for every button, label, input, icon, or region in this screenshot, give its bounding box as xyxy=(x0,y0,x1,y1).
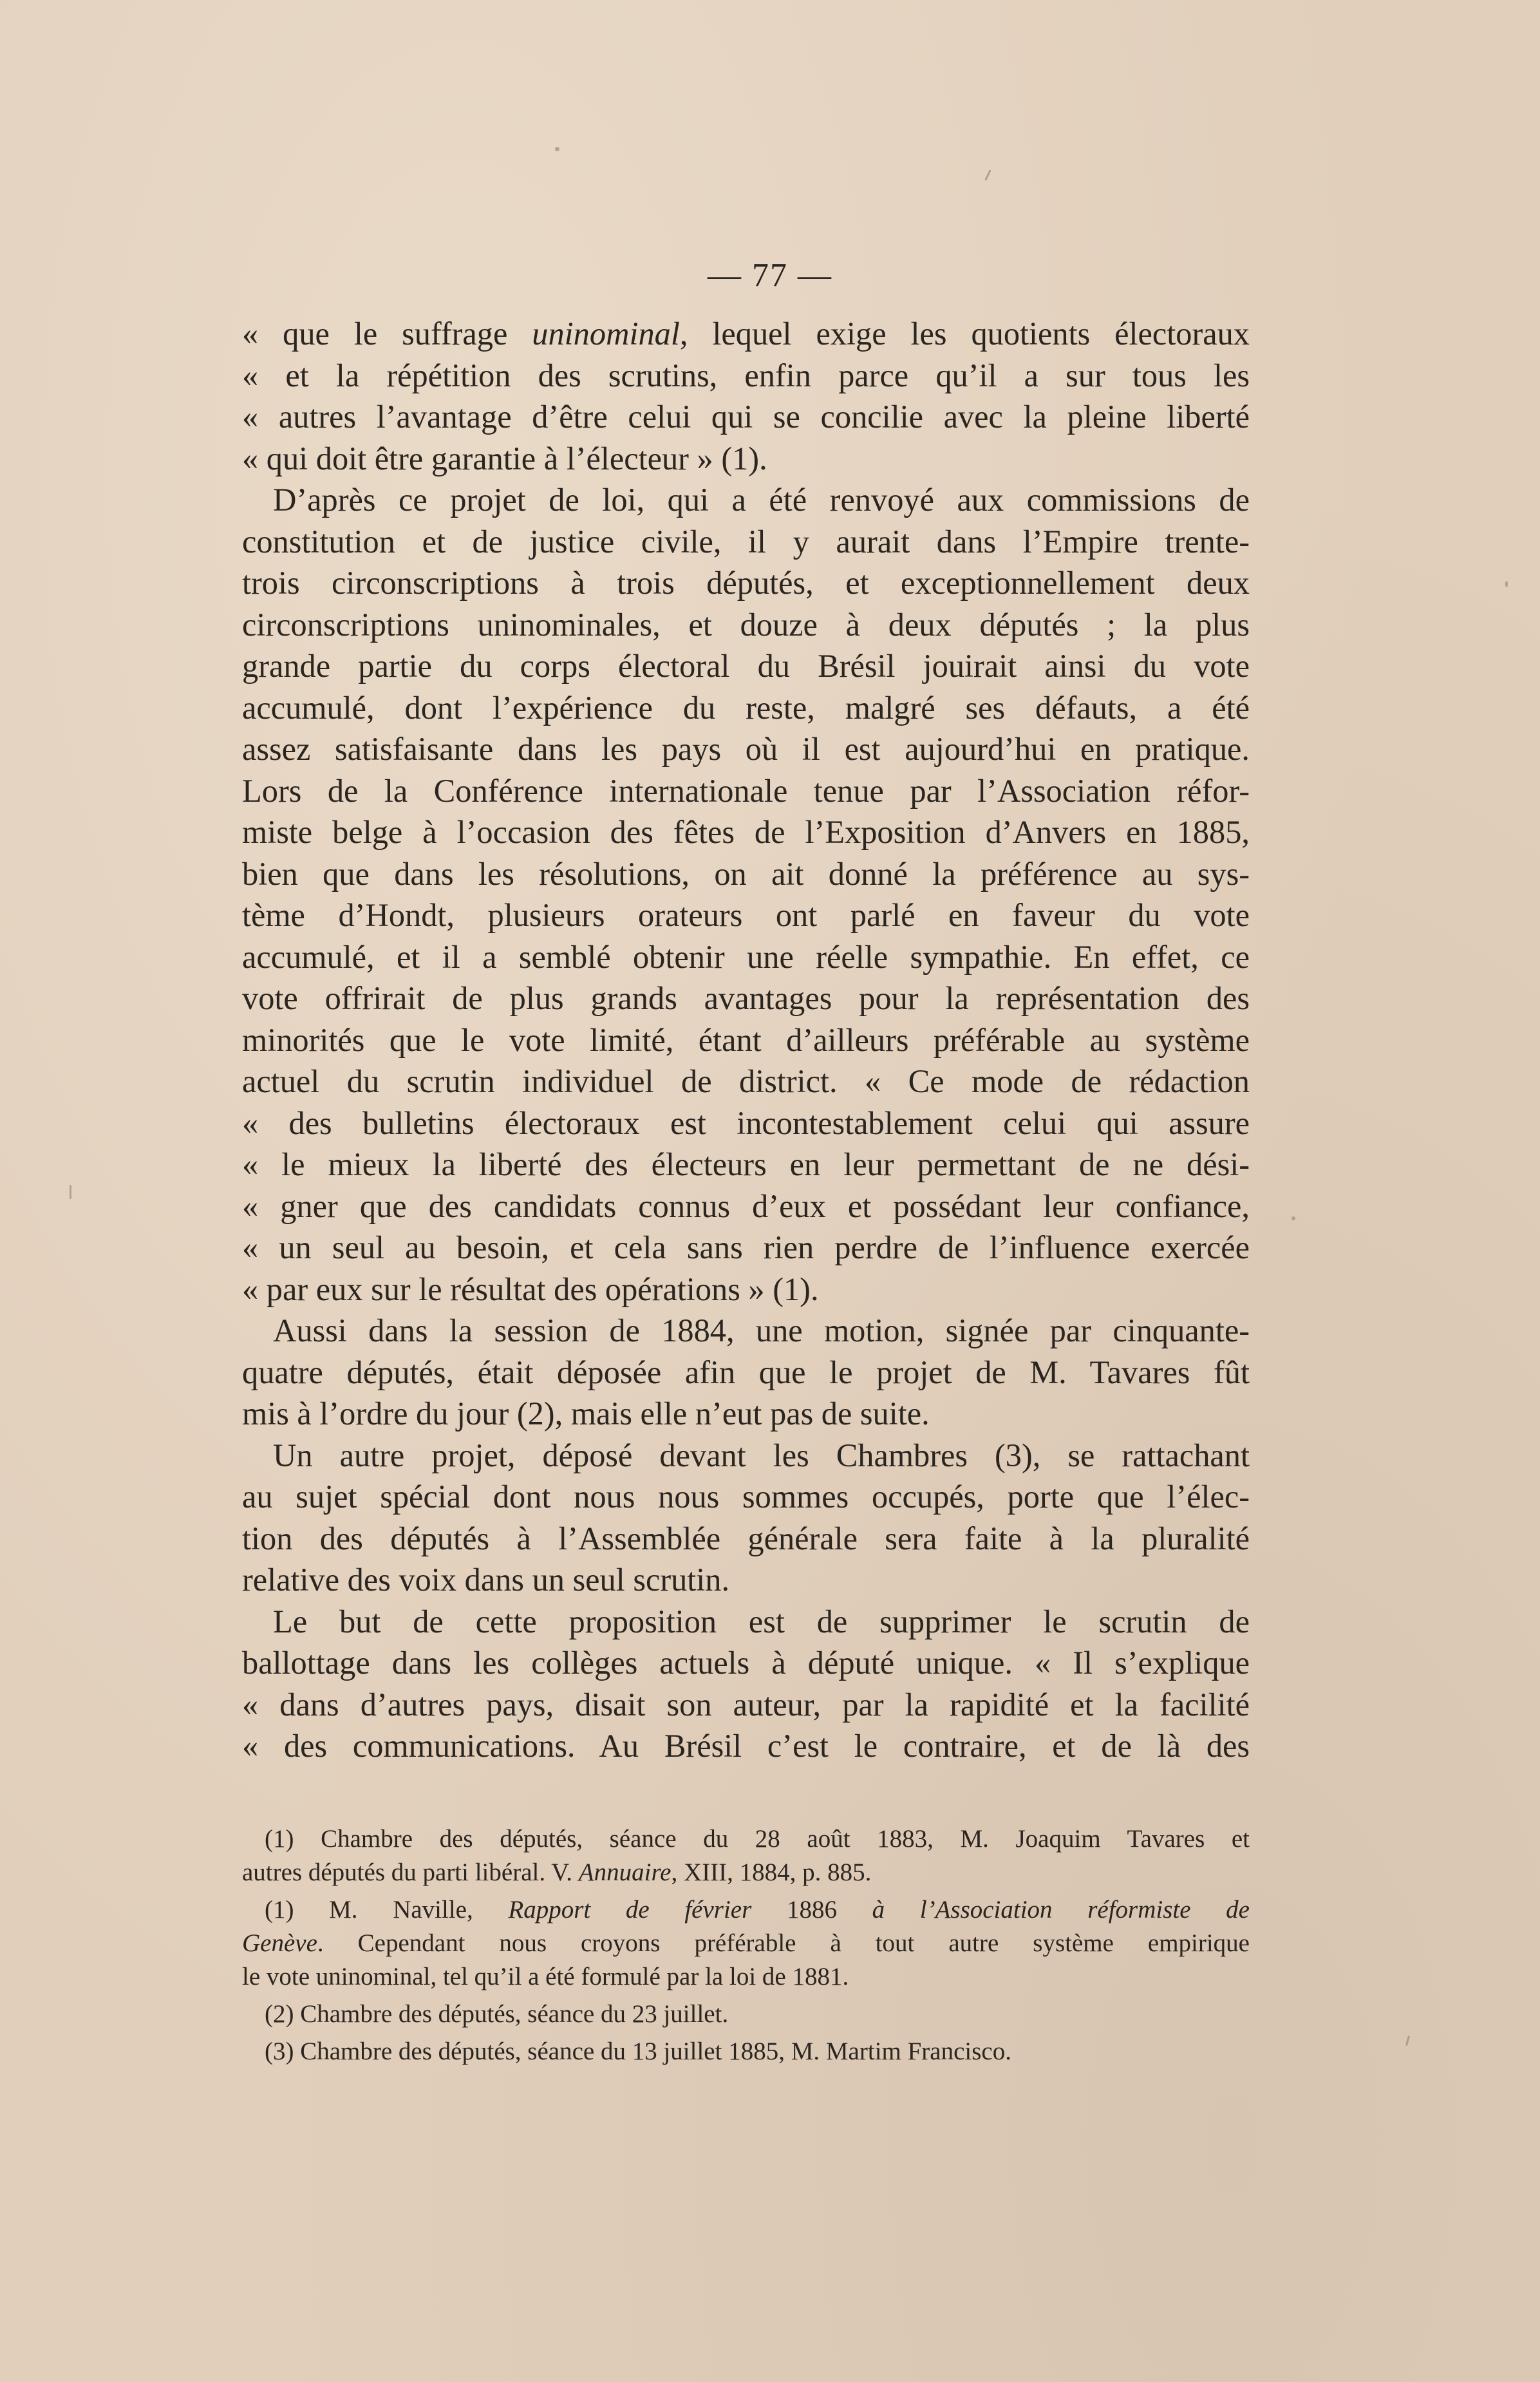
text-line: « par eux sur le résultat des opérations » (1). xyxy=(242,1271,819,1307)
text-line: accumulé, et il a semblé obtenir une réelle sympathie. En effet, ce xyxy=(242,938,1250,975)
text-line: accumulé, dont l’expérience du reste, malgré ses défauts, a été xyxy=(242,689,1250,726)
body-text xyxy=(242,313,1250,1767)
footnote-line: le vote uninominal, tel qu’il a été formulé par la loi de 1881. xyxy=(242,1963,849,1990)
text-line: grande partie du corps électoral du Brésil jouirait ainsi du vote xyxy=(242,648,1250,684)
text-line: constitution et de justice civile, il y aurait dans l’Empire trente- xyxy=(242,523,1250,560)
text-line: minorités que le vote limité, étant d’ailleurs préférable au système xyxy=(242,1021,1250,1058)
text-line: tème d’Hondt, plusieurs orateurs ont parlé en faveur du vote xyxy=(242,897,1250,933)
paper-speck xyxy=(1405,2036,1410,2046)
text-line: « autres l’avantage d’être celui qui se concilie avec la pleine liberté xyxy=(242,399,1250,435)
text-line: Lors de la Conférence internationale tenue par l’Association réfor- xyxy=(242,772,1250,809)
text-line: « des bulletins électoraux est incontestablement celui qui assure xyxy=(242,1104,1250,1141)
footnotes xyxy=(242,1822,1250,2068)
paper-speck xyxy=(984,169,991,181)
text-line: « le mieux la liberté des électeurs en leur permettant de ne dési- xyxy=(242,1146,1250,1182)
text-line: « des communications. Au Brésil c’est le contraire, et de là des xyxy=(242,1728,1250,1764)
text-line: « un seul au besoin, et cela sans rien perdre de l’influence exercée xyxy=(242,1229,1250,1265)
text-line: assez satisfaisante dans les pays où il est aujourd’hui en pratique. xyxy=(242,731,1250,767)
page-number: — 77 — xyxy=(708,257,832,294)
text-line: miste belge à l’occasion des fêtes de l’Exposition d’Anvers en 1885, xyxy=(242,814,1250,850)
text-line: relative des voix dans un seul scrutin. xyxy=(242,1562,730,1598)
footnote-line: (1) M. Naville, Rapport de février 1886 à l’Association réformiste de xyxy=(265,1896,1250,1924)
text-line: Un autre projet, déposé devant les Chambres (3), se rattachant xyxy=(273,1437,1250,1473)
footnote-line: (2) Chambre des députés, séance du 23 juillet. xyxy=(265,2000,729,2028)
footnote-line: (3) Chambre des députés, séance du 13 juillet 1885, M. Martim Francisco. xyxy=(265,2037,1011,2065)
text-line: trois circonscriptions à trois députés, et exceptionnellement deux xyxy=(242,565,1250,601)
text-line: Le but de cette proposition est de supprimer le scrutin de xyxy=(273,1603,1250,1640)
text-line: « et la répétition des scrutins, enfin parce qu’il a sur tous les xyxy=(242,357,1250,393)
text-line: « qui doit être garantie à l’électeur » (1). xyxy=(242,440,767,477)
text-line: « gner que des candidats connus d’eux et possédant leur confiance, xyxy=(242,1187,1250,1224)
paper-speck xyxy=(70,1185,71,1199)
footnote-line: autres députés du parti libéral. V. Annuaire, XIII, 1884, p. 885. xyxy=(242,1858,872,1886)
footnote-line: Genève. Cependant nous croyons préférable à tout autre système empirique xyxy=(242,1929,1250,1957)
text-line: bien que dans les résolutions, on ait donné la préférence au sys- xyxy=(242,855,1250,892)
text-line: ballottage dans les collèges actuels à député unique. « Il s’explique xyxy=(242,1645,1250,1681)
text-line: « dans d’autres pays, disait son auteur, par la rapidité et la facilité xyxy=(242,1686,1250,1723)
text-line: mis à l’ordre du jour (2), mais elle n’eut pas de suite. xyxy=(242,1395,930,1432)
paper-speck xyxy=(1291,1216,1295,1220)
paper-speck xyxy=(1505,581,1508,587)
text-line: tion des députés à l’Assemblée générale sera faite à la pluralité xyxy=(242,1520,1250,1556)
text-line: D’après ce projet de loi, qui a été renvoyé aux commissions de xyxy=(273,482,1250,518)
text-line: Aussi dans la session de 1884, une motion, signée par cinquante- xyxy=(273,1312,1250,1348)
text-line: au sujet spécial dont nous nous sommes occupés, porte que l’élec- xyxy=(242,1479,1250,1515)
footnote-line: (1) Chambre des députés, séance du 28 août 1883, M. Joaquim Tavares et xyxy=(265,1825,1250,1853)
text-line: circonscriptions uninominales, et douze à deux députés ; la plus xyxy=(242,606,1250,643)
paper-speck xyxy=(555,147,559,151)
text-line: actuel du scrutin individuel de district. « Ce mode de rédaction xyxy=(242,1063,1250,1099)
text-line: « que le suffrage uninominal, lequel exige les quotients électoraux xyxy=(242,316,1250,352)
text-line: quatre députés, était déposée afin que le projet de M. Tavares fût xyxy=(242,1354,1250,1390)
text-line: vote offrirait de plus grands avantages pour la représentation des xyxy=(242,980,1250,1016)
